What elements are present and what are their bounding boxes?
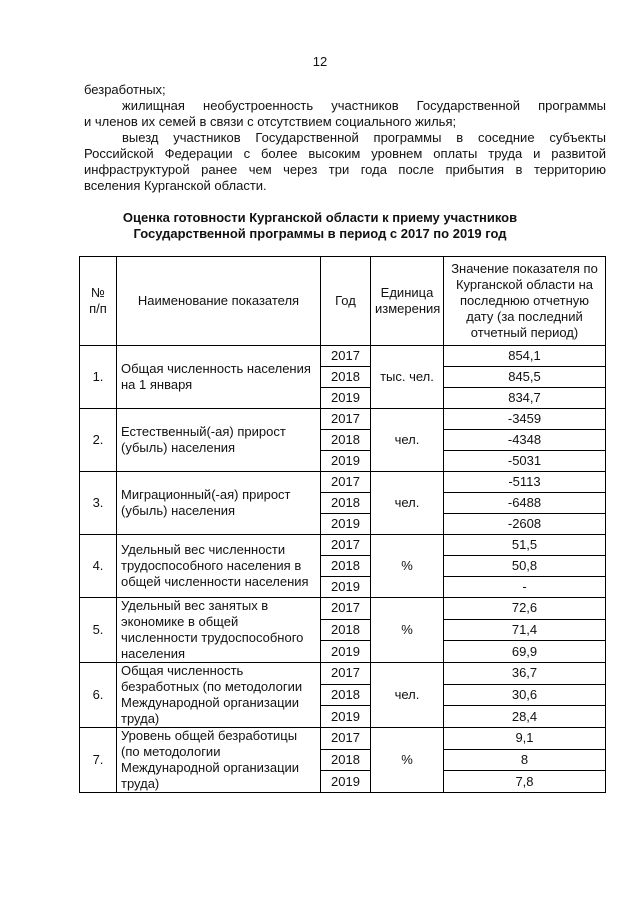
value-cell: -5113 xyxy=(444,472,606,493)
value-cell: -4348 xyxy=(444,430,606,451)
row-number: 7. xyxy=(80,728,117,793)
intro-line: выезд участников Государственной программы в соседние субъекты xyxy=(122,130,606,145)
page-number: 12 xyxy=(312,54,328,69)
year-cell: 2017 xyxy=(321,535,371,556)
year-cell: 2018 xyxy=(321,493,371,514)
intro-line: вселения Курганской области. xyxy=(84,178,267,193)
value-cell: -5031 xyxy=(444,451,606,472)
table-title-line: Оценка готовности Курганской области к приему участников xyxy=(122,210,518,225)
year-cell: 2018 xyxy=(321,367,371,388)
year-cell: 2017 xyxy=(321,598,371,620)
unit-cell: чел. xyxy=(371,472,444,535)
year-cell: 2017 xyxy=(321,663,371,685)
year-cell: 2017 xyxy=(321,472,371,493)
value-cell: - xyxy=(444,577,606,598)
intro-line: безработных; xyxy=(84,82,166,97)
table-row xyxy=(80,346,606,367)
value-cell: 7,8 xyxy=(444,771,606,793)
year-cell: 2017 xyxy=(321,409,371,430)
year-cell: 2019 xyxy=(321,706,371,728)
unit-cell: тыс. чел. xyxy=(371,346,444,409)
year-cell: 2019 xyxy=(321,388,371,409)
table-row xyxy=(80,472,606,493)
year-cell: 2018 xyxy=(321,619,371,641)
intro-line: жилищная необустроенность участников Государственной программы xyxy=(122,98,606,113)
value-cell: 28,4 xyxy=(444,706,606,728)
table-row xyxy=(80,409,606,430)
value-cell: -6488 xyxy=(444,493,606,514)
unit-cell: % xyxy=(371,535,444,598)
row-number: 4. xyxy=(80,535,117,598)
indicator-name: Уровень общей безработицы (по методологии Международной организации труда) xyxy=(117,728,321,793)
unit-cell: чел. xyxy=(371,409,444,472)
row-number: 6. xyxy=(80,663,117,728)
intro-line: Российской Федерации с более высоким уровнем оплаты труда и развитой xyxy=(84,146,606,161)
value-cell: 71,4 xyxy=(444,619,606,641)
row-number: 1. xyxy=(80,346,117,409)
indicator-name: Естественный(-ая) прирост (убыль) населения xyxy=(117,409,321,472)
table-row xyxy=(80,535,606,556)
value-cell: 51,5 xyxy=(444,535,606,556)
table-title-line: Государственной программы в период с 2017 по 2019 год xyxy=(133,226,507,241)
header-value: Значение показателя по Курганской области на последнюю отчетную дату (за последний отчетный период) xyxy=(444,257,606,346)
year-cell: 2019 xyxy=(321,641,371,663)
year-cell: 2017 xyxy=(321,728,371,750)
unit-cell: чел. xyxy=(371,663,444,728)
year-cell: 2019 xyxy=(321,514,371,535)
indicators-table xyxy=(79,256,606,793)
header-unit: Единица измерения xyxy=(371,257,444,346)
value-cell: 69,9 xyxy=(444,641,606,663)
indicator-name: Удельный вес численности трудоспособного населения в общей численности населения xyxy=(117,535,321,598)
year-cell: 2018 xyxy=(321,684,371,706)
row-number: 5. xyxy=(80,598,117,663)
table-row xyxy=(80,598,606,620)
year-cell: 2019 xyxy=(321,577,371,598)
indicator-name: Общая численность населения на 1 января xyxy=(117,346,321,409)
year-cell: 2019 xyxy=(321,771,371,793)
header-year: Год xyxy=(321,257,371,346)
value-cell: 72,6 xyxy=(444,598,606,620)
value-cell: 854,1 xyxy=(444,346,606,367)
table-row xyxy=(80,663,606,685)
indicator-name: Удельный вес занятых в экономике в общей численности трудоспособного населения xyxy=(117,598,321,663)
value-cell: 30,6 xyxy=(444,684,606,706)
intro-line: и членов их семей в связи с отсутствием социального жилья; xyxy=(84,114,457,129)
year-cell: 2018 xyxy=(321,556,371,577)
row-number: 3. xyxy=(80,472,117,535)
value-cell: 834,7 xyxy=(444,388,606,409)
intro-text xyxy=(84,82,606,194)
header-name: Наименование показателя xyxy=(117,257,321,346)
year-cell: 2019 xyxy=(321,451,371,472)
value-cell: 36,7 xyxy=(444,663,606,685)
value-cell: 8 xyxy=(444,749,606,771)
table-header-row xyxy=(80,257,606,346)
header-num: № п/п xyxy=(80,257,117,346)
value-cell: -3459 xyxy=(444,409,606,430)
table-title xyxy=(0,210,640,242)
table-row xyxy=(80,728,606,750)
year-cell: 2017 xyxy=(321,346,371,367)
year-cell: 2018 xyxy=(321,430,371,451)
indicator-name: Миграционный(-ая) прирост (убыль) населения xyxy=(117,472,321,535)
value-cell: 845,5 xyxy=(444,367,606,388)
intro-line: инфраструктурой ранее чем через три года после прибытия в территорию xyxy=(84,162,606,177)
indicator-name: Общая численность безработных (по методологии Международной организации труда) xyxy=(117,663,321,728)
row-number: 2. xyxy=(80,409,117,472)
unit-cell: % xyxy=(371,598,444,663)
unit-cell: % xyxy=(371,728,444,793)
year-cell: 2018 xyxy=(321,749,371,771)
value-cell: 50,8 xyxy=(444,556,606,577)
value-cell: -2608 xyxy=(444,514,606,535)
value-cell: 9,1 xyxy=(444,728,606,750)
